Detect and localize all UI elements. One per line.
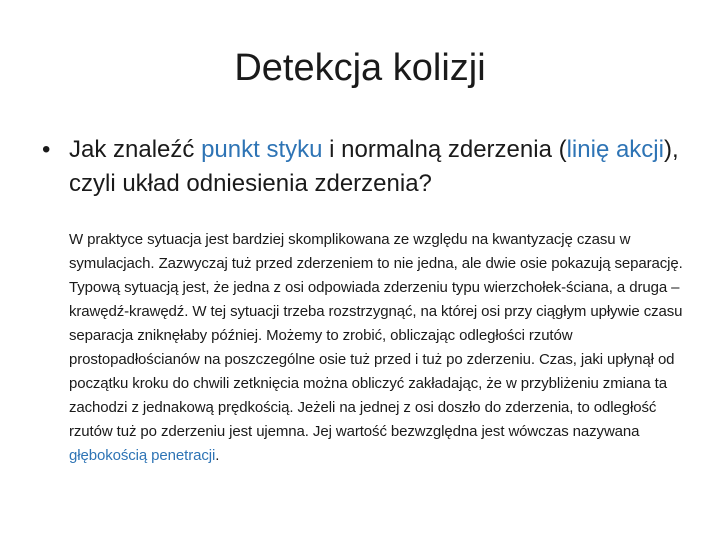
body-paragraph bbox=[69, 228, 689, 468]
bullet-text-part1: Jak znaleźć bbox=[69, 136, 202, 163]
body-paragraph-end: . bbox=[215, 447, 220, 464]
bullet-text bbox=[69, 133, 682, 201]
highlight-penetration-depth: głębokością penetracji bbox=[69, 447, 216, 464]
body-paragraph-text: W praktyce sytuacja jest bardziej skomplikowana ze względu na kwantyzację czasu w symulacjach. Zazwyczaj tuż przed zderzeniem to nie jedna, ale dwie osie pokazują separację. Typową sytuacją jest, że jedna z osi odpowiada zderzeniu typu wierzchołek-ściana, a druga – krawędź-krawędź. W tej sytuacji trzeba rozstrzygnąć, na której osi przy ciągłym upływie czasu separacja zniknęłaby później. Możemy to zrobić, obliczając odległości rzutów prostopadłościanów na poszczególne osie tuż przed i tuż po zderzeniu. Czas, jaki upłynął od początku kroku do chwili zetknięcia można obliczyć zakładając, że w przybliżeniu zmiana ta zachodzi z jednakową prędkością. Jeżeli na jednej z osi doszło do zderzenia, to odległość rzutów tuż po zderzeniu jest ujemna. Jej wartość bezwzględna jest wówczas nazywana bbox=[69, 231, 683, 440]
slide-title: Detekcja kolizji bbox=[234, 47, 486, 89]
bullet-point bbox=[42, 133, 682, 201]
bullet-text-part3: ), czyli układ odniesienia zderzenia? bbox=[69, 136, 679, 197]
bullet-text-part2: i normalną zderzenia ( bbox=[322, 136, 567, 163]
bullet-marker: • bbox=[42, 136, 51, 163]
highlight-contact-point: punkt styku bbox=[201, 136, 323, 163]
highlight-line-of-action: linię akcji bbox=[566, 136, 664, 163]
